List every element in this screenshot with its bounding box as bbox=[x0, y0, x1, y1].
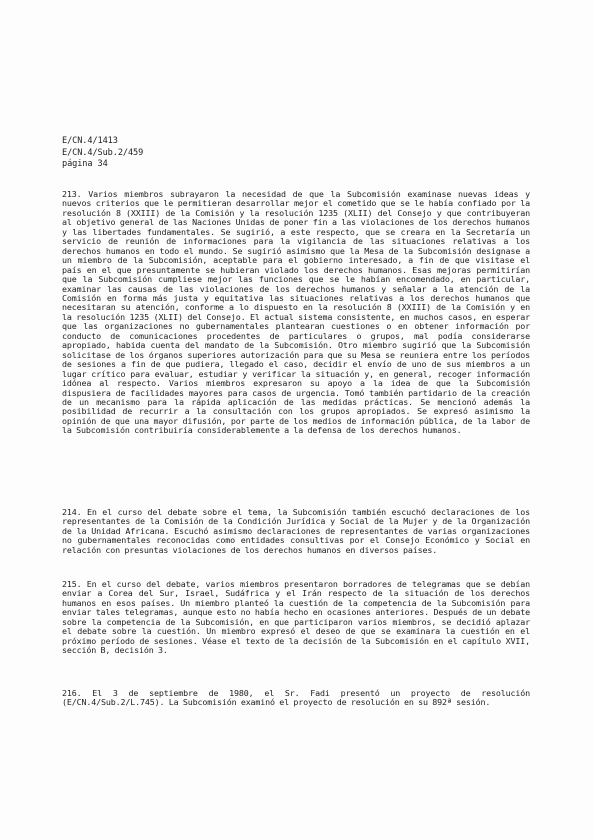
document-symbol-1: E/CN.4/1413 bbox=[62, 136, 118, 146]
page-number: página 34 bbox=[62, 159, 108, 169]
paragraph-216: 216. El 3 de septiembre de 1980, el Sr. Fadi presentó un proyecto de resolución (E/CN.4/Sub.2/L.745). La Subcomisión examinó el proyecto de resolución en su 892ª sesión. bbox=[62, 688, 530, 708]
paragraph-214: 214. En el curso del debate sobre el tema, la Subcomisión también escuchó declaraciones de los representantes de la Comisión de la Condición Jurídica y Social de la Mujer y de la Organización de la Unidad Africana. Escuchó asimismo declaraciones de representantes de varias organizaciones no gubernamentales reconocidas como entidades consultivas por el Consejo Económico y Social en relación con presuntas violaciones de los derechos humanos en diversos países. bbox=[62, 507, 530, 555]
document-header bbox=[62, 136, 143, 171]
document-symbol-2: E/CN.4/Sub.2/459 bbox=[62, 147, 144, 158]
paragraph-215: 215. En el curso del debate, varios miembros presentaron borradores de telegramas que se debían enviar a Corea del Sur, Israel, Sudáfrica y el Irán respecto de la situación de los derechos humanos en esos países. Un miembro planteó la cuestión de la competencia de la Subcomisión para enviar tales telegramas, aunque esto no había hecho en ocasiones anteriores. Después de un debate sobre la competencia de la Subcomisión, en que participaron varios miembros, se decidió aplazar el debate sobre la cuestión. Un miembro expresó el deseo de que se examinara la cuestión en el próximo período de sesiones. Véase el texto de la decisión de la Subcomisión en el capítulo XVII, sección B, decisión 3. bbox=[62, 579, 530, 656]
paragraph-213: 213. Varios miembros subrayaron la necesidad de que la Subcomisión examinase nuevas ideas y nuevos criterios que le permitieran desarrollar mejor el cometido que se le había confiado por la resolución 8 (XXIII) de la Comisión y la resolución 1235 (XLII) del Consejo y que contribuyeran al objetivo general de las Naciones Unidas de poner fin a las violaciones de los derechos humanos y las libertades fundamentales. Se sugirió, a este respecto, que se creara en la Secretaría un servicio de reunión de informaciones para la vigilancia de las situaciones relativas a los derechos humanos en todo el mundo. Se sugirió asimismo que la Mesa de la Subcomisión designase a un miembro de la Subcomisión, aceptable para el gobierno interesado, a fin de que visitase el país en el que presuntamente se hubieran violado los derechos humanos. Esas mejoras permitirían que la Subcomisión cumpliese mejor las funciones que se le habían encomendado, en particular, examinar las causas de las violaciones de los derechos humanos y señalar a la atención de la Comisión en forma más justa y equitativa las situaciones relativas a los derechos humanos que necesitaran su atención, conforme a lo dispuesto en la resolución 8 (XXIII) de la Comisión y en la resolución 1235 (XLII) del Consejo. El actual sistema consistente, en muchos casos, en esperar que las organizaciones no gubernamentales plantearan cuestiones o en obtener información por conducto de comunicaciones procedentes de particulares o grupos, mal podía considerarse apropiado, habida cuenta del mandato de la Subcomisión. Otro miembro sugirió que la Subcomisión solicitase de los órganos superiores autorización para que su Mesa se reuniera entre los períodos de sesiones a fin de que pudiera, llegado el caso, decidir el envío de uno de sus miembros a un lugar crítico para evaluar, estudiar y verificar la situación y, en general, recoger información idónea al respecto. Varios miembros expresaron su apoyo a la idea de que la Subcomisión dispusiera de facilidades mayores para casos de urgencia. Tomó también partidario de la creación de un mecanismo para la rápida aplicación de las medidas prácticas. Se mencionó además la posibilidad de recurrir a la consultación con los grupos apropiados. Se expresó asimismo la opinión de que una mayor difusión, por parte de los medios de información pública, de la labor de la Subcomisión contribuiría considerablemente a la defensa de los derechos humanos. bbox=[62, 189, 530, 436]
